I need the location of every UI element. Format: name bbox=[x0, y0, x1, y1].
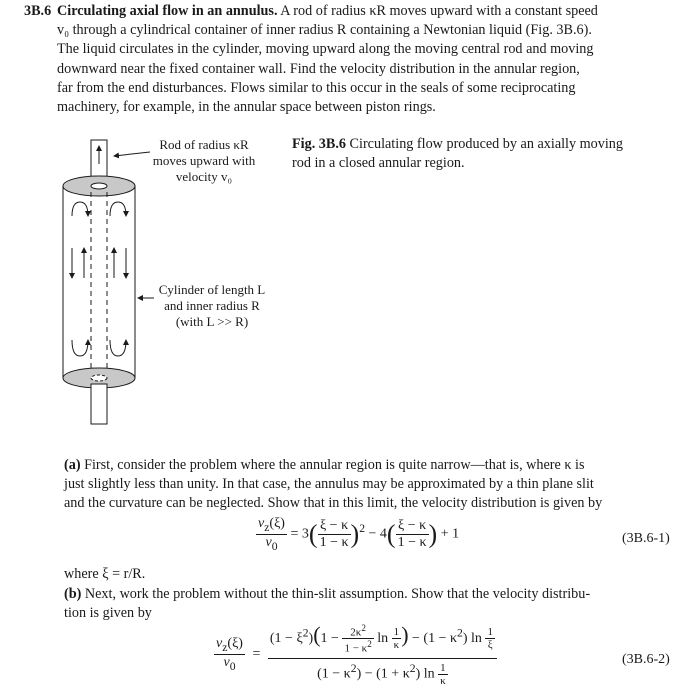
equation-number-1: (3B.6-1) bbox=[622, 531, 670, 546]
rod-label-line: Rod of radius κR bbox=[159, 137, 249, 152]
problem-statement bbox=[24, 2, 684, 117]
cylinder-label-line: Cylinder of length L bbox=[158, 282, 266, 297]
part-b-line: tion is given by bbox=[64, 605, 152, 622]
cylinder-label-line: (with L >> R) bbox=[175, 314, 249, 329]
part-b-text bbox=[64, 585, 684, 623]
cylinder-label-line: and inner radius R bbox=[164, 298, 260, 313]
rod-bottom bbox=[91, 384, 107, 424]
problem-line: v₀ through a cylindrical container of inner radius R containing a Newtonian liquid (Fig. 3B.6). bbox=[57, 22, 592, 39]
figure-caption-line: Circulating flow produced by an axially moving bbox=[349, 136, 623, 152]
figure-caption-line: rod in a closed annular region. bbox=[292, 155, 465, 171]
part-a-label: (a) bbox=[64, 457, 81, 473]
part-a-line: and the curvature can be neglected. Show that in this limit, the velocity distribution is given by bbox=[64, 495, 603, 512]
problem-heading: Circulating axial flow in an annulus. bbox=[57, 3, 278, 19]
equation-3b6-1: $\frac{v_z(\xi)}{v_0}$ = 3( $\frac{\xi - \kappa}{1 - \kappa}$ )$^2$ − 4( $\frac{\xi - \kappa}{1 - \kappa}$ ) + 1 bbox=[258, 516, 460, 553]
rod-label-line: moves upward with bbox=[152, 153, 256, 168]
part-a-line: First, consider the problem where the annular region is quite narrow—that is, where κ is bbox=[84, 457, 585, 473]
part-a-text bbox=[64, 456, 684, 514]
problem-line: far from the end disturbances. Flows similar to this occur in the seals of some reciprocating bbox=[57, 79, 576, 96]
rod-label bbox=[140, 137, 268, 185]
where-clause: where ξ = r/R. bbox=[64, 566, 146, 582]
problem-line: The liquid circulates in the cylinder, moving upward along the moving central rod and moving bbox=[57, 41, 594, 58]
problem-line: A rod of radius κR moves upward with a constant speed bbox=[280, 3, 598, 19]
rod-label-line: velocity v₀ bbox=[175, 169, 233, 184]
problem-line: machinery, for example, in the annular space between piston rings. bbox=[57, 99, 436, 116]
figure-caption-label: Fig. 3B.6 bbox=[292, 136, 346, 152]
part-a-line: just slightly less than unity. In that case, the annulus may be approximated by a thin plane slit bbox=[64, 476, 594, 493]
cylinder-label bbox=[150, 282, 274, 330]
figure-caption bbox=[292, 135, 684, 173]
problem-line: downward near the fixed container wall. Find the velocity distribution in the annular region, bbox=[57, 60, 580, 77]
part-b-label: (b) bbox=[64, 586, 82, 602]
equation-number-2: (3B.6-2) bbox=[622, 652, 670, 667]
part-b-line: Next, work the problem without the thin-slit assumption. Show that the velocity distribu- bbox=[84, 586, 591, 602]
problem-number: 3B.6 bbox=[24, 3, 52, 19]
equation-3b6-2: $\frac{v_z(\xi)}{v_0}$ = $(1 - \xi^2)(1$ − $\frac{2\kappa^2}{1 - \kappa^2}$ ln $\frac{1}{\kappa}$ ) − $(1 - \kappa^2)$ ln $\frac{1}{\xi}$ $(1 - \kappa^2) - (1 + \kappa^2)$ ln $\frac{1}{\kappa}$ bbox=[214, 622, 497, 687]
